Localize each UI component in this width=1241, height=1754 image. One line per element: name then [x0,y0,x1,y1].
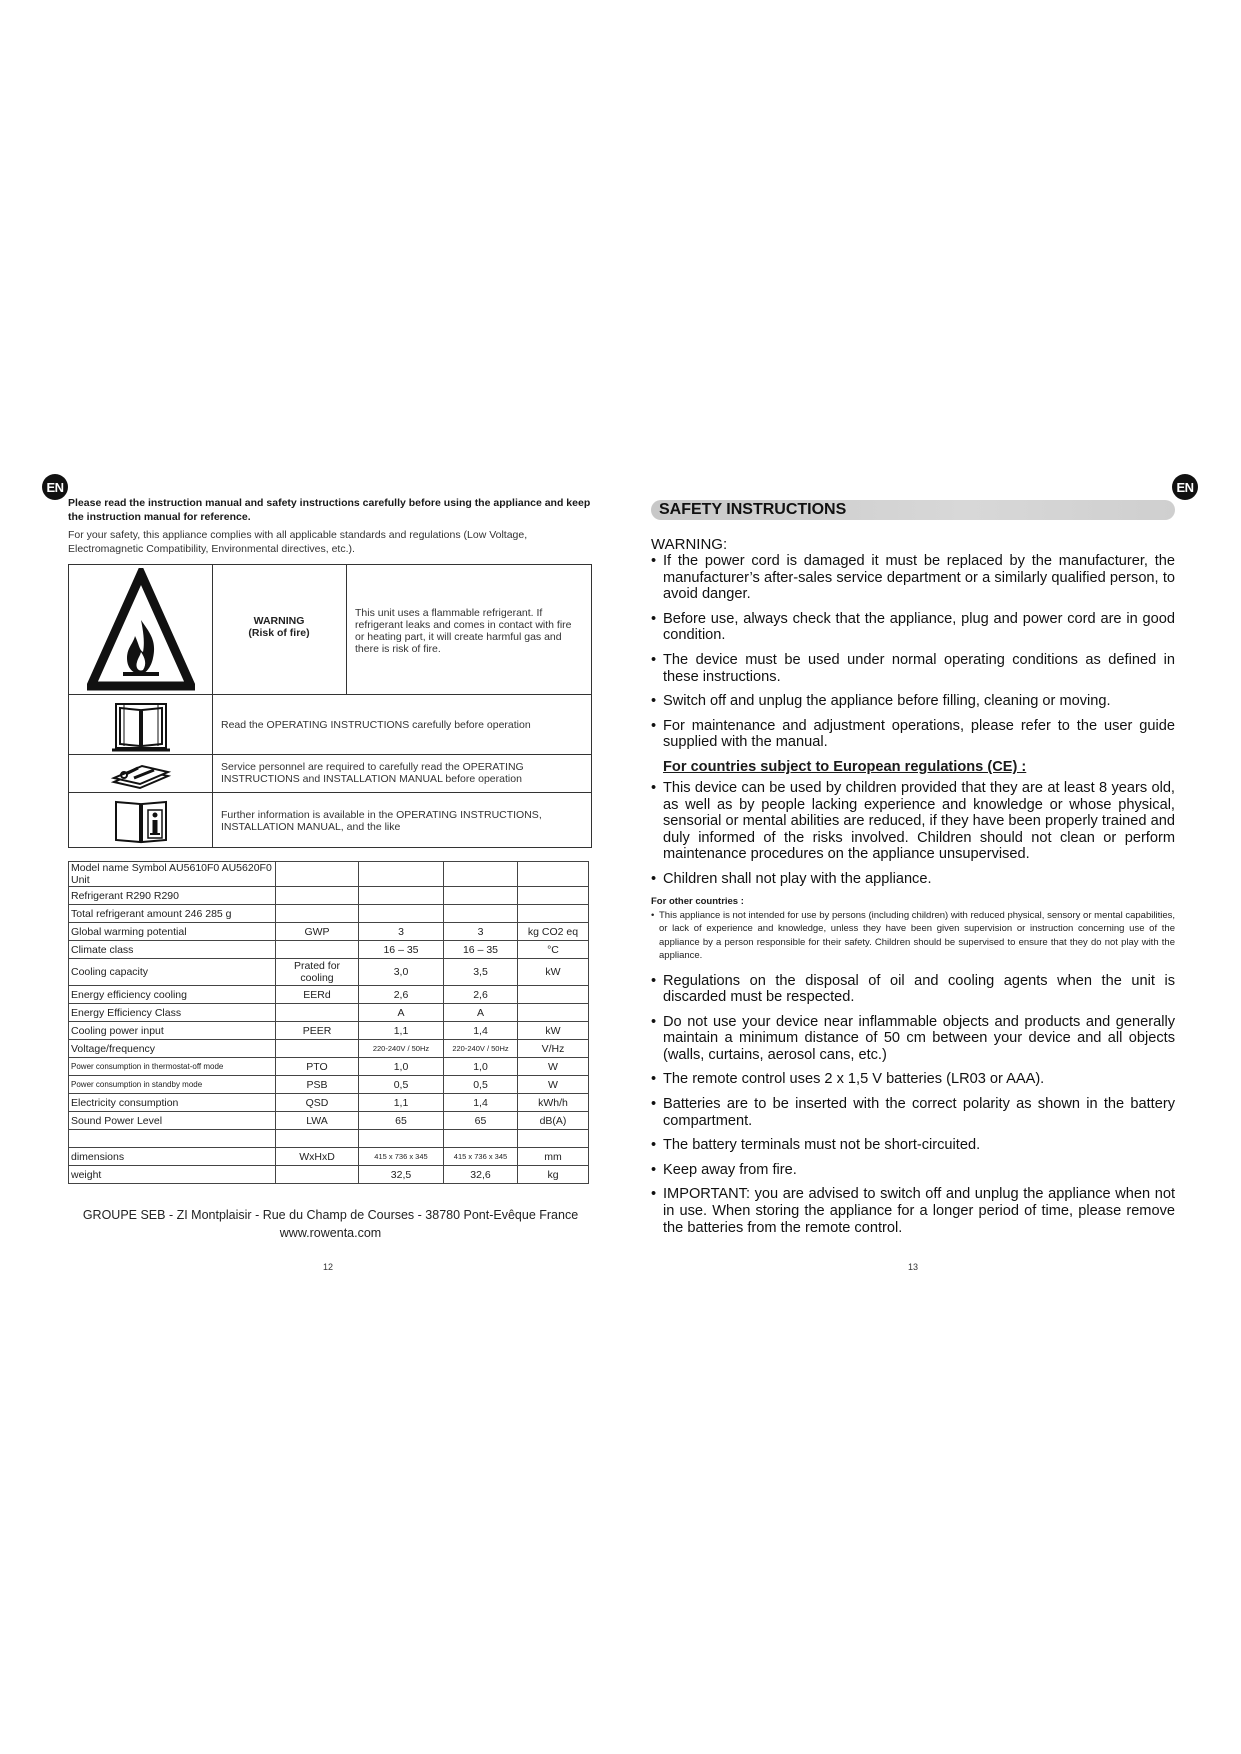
safety-bullet: • The device must be used under normal operating conditions as defined in these instructions. [651,652,1175,685]
safety-bullet: • IMPORTANT: you are advised to switch off and unplug the appliance when not in use. When storing the appliance for a longer period of time, please remove the batteries from the remote control. [651,1186,1175,1236]
safety-bullet: • Before use, always check that the appliance, plug and power cord are in good condition. [651,611,1175,644]
flammable-warning-icon [69,565,212,695]
spec-cell-sym: PSB [276,1076,359,1094]
spec-row [69,1130,589,1148]
spec-cell-v2: 3,5 [444,959,518,986]
spec-cell-v1: 1,1 [359,1022,444,1040]
spec-cell-v1 [359,862,444,887]
spec-cell-sym [276,1166,359,1184]
other-countries-heading: For other countries : [651,895,744,907]
language-badge-left: EN [42,474,68,500]
spec-cell-unit: kWh/h [518,1094,589,1112]
spec-cell-label: Model name Symbol AU5610F0 AU5620F0 Unit [69,862,276,887]
service-personnel-text: Service personnel are required to carefully read the OPERATING INSTRUCTIONS and INSTALLATION MANUAL before operation [221,761,524,785]
spec-cell-unit [518,1130,589,1148]
spec-row [69,923,589,941]
safety-bullet: • The battery terminals must not be short-circuited. [651,1137,1175,1154]
spec-cell-label: Global warming potential [69,923,276,941]
specifications-table [68,861,589,1184]
page-number-right: 13 [908,1262,919,1272]
spec-cell-label: Cooling capacity [69,959,276,986]
spec-cell-label: dimensions [69,1148,276,1166]
spec-cell-v1: 3 [359,923,444,941]
spec-cell-v2 [444,1130,518,1148]
safety-bullet: • If the power cord is damaged it must be replaced by the manufacturer, the manufacturer’s after-sales service department or a similarly qualified person, to avoid danger. [651,553,1175,603]
spec-cell-label: Energy efficiency cooling [69,986,276,1004]
spec-row [69,887,589,905]
spec-cell-unit [518,986,589,1004]
spec-cell-sym [276,862,359,887]
spec-row [69,1004,589,1022]
spec-row [69,1148,589,1166]
spec-cell-v1 [359,905,444,923]
spec-cell-sym: QSD [276,1094,359,1112]
safety-bullet: • Regulations on the disposal of oil and cooling agents when the unit is discarded must be respected. [651,973,1175,1006]
spec-cell-sym: PEER [276,1022,359,1040]
spec-cell-label: Cooling power input [69,1022,276,1040]
footer-website: www.rowenta.com [279,1226,382,1240]
spec-cell-v2: 65 [444,1112,518,1130]
spec-cell-v1: 415 x 736 x 345 [359,1148,444,1166]
operating-instructions-row [69,695,591,755]
spec-cell-label: Power consumption in standby mode [69,1076,276,1094]
spec-cell-sym [276,941,359,959]
spec-cell-sym: WxHxD [276,1148,359,1166]
manual-book-icon [69,695,212,755]
spec-cell-v1: 1,0 [359,1058,444,1076]
spec-cell-unit: kW [518,959,589,986]
spec-cell-unit [518,887,589,905]
spec-cell-unit [518,905,589,923]
spec-cell-sym [276,1040,359,1058]
service-personnel-row [69,755,591,793]
spec-row [69,905,589,923]
safety-list-additional [651,973,1175,1237]
warning-title: WARNING [253,615,305,627]
spec-cell-label: Energy Efficiency Class [69,1004,276,1022]
spec-cell-sym: GWP [276,923,359,941]
spec-row [69,959,589,986]
spec-cell-sym: Prated for cooling [276,959,359,986]
further-information-row [69,793,591,849]
spec-row [69,941,589,959]
section-heading: SAFETY INSTRUCTIONS [651,500,1175,520]
spec-cell-v1 [359,1130,444,1148]
spec-cell-v2: 32,6 [444,1166,518,1184]
operating-instructions-text: Read the OPERATING INSTRUCTIONS carefully before operation [221,719,531,731]
spec-row [69,1040,589,1058]
spec-row [69,1166,589,1184]
safety-list-general [651,553,1175,751]
safety-list-ce [651,780,1175,888]
information-manual-icon [69,793,212,849]
spec-cell-unit: dB(A) [518,1112,589,1130]
safety-bullet: • Keep away from fire. [651,1162,1175,1179]
spec-cell-v2 [444,862,518,887]
spec-cell-sym [276,1130,359,1148]
warning-label: WARNING: [651,536,728,553]
warning-subtitle: (Risk of fire) [248,627,310,639]
spec-cell-v2: 16 – 35 [444,941,518,959]
spec-cell-label: Power consumption in thermostat-off mode [69,1058,276,1076]
further-information-text: Further information is available in the OPERATING INSTRUCTIONS, INSTALLATION MANUAL, and the like [221,809,542,833]
spec-cell-label: weight [69,1166,276,1184]
safety-symbols-table [68,564,592,848]
spec-cell-unit: mm [518,1148,589,1166]
spec-cell-v1: 32,5 [359,1166,444,1184]
spec-cell-v1: 16 – 35 [359,941,444,959]
spec-cell-v2: 1,4 [444,1094,518,1112]
spec-cell-v2: 1,4 [444,1022,518,1040]
spec-cell-v2: 3 [444,923,518,941]
other-countries-text: • This appliance is not intended for use by persons (including children) with reduced physical, sensory or mental capabilities, or lack of experience and knowledge, unless they have been given supervision or instruction concerning use of the appliance by a person responsible for their safety. Children should be supervised to ensure that they do not play with the appliance. [651,909,1175,963]
spec-cell-unit: kW [518,1022,589,1040]
left-page-intro [68,496,593,556]
safety-bullet: • Children shall not play with the appliance. [651,871,1175,888]
intro-bold-text: Please read the instruction manual and safety instructions carefully before using the appliance and keep the instruction manual for reference. [68,497,591,523]
spec-cell-label: Electricity consumption [69,1094,276,1112]
service-manual-icon [69,755,212,793]
spec-cell-label: Voltage/frequency [69,1040,276,1058]
spec-cell-unit [518,1004,589,1022]
spec-cell-sym: LWA [276,1112,359,1130]
safety-bullet: • Do not use your device near inflammable objects and products and generally maintain a minimum distance of 50 cm between your device and all objects (walls, curtains, aerosol cans, etc.) [651,1014,1175,1064]
spec-cell-unit: °C [518,941,589,959]
spec-cell-unit: W [518,1058,589,1076]
spec-cell-unit: kg [518,1166,589,1184]
spec-cell-sym [276,887,359,905]
spec-row [69,986,589,1004]
spec-cell-label [69,1130,276,1148]
spec-cell-v2 [444,887,518,905]
language-badge-right: EN [1172,474,1198,500]
spec-cell-unit: W [518,1076,589,1094]
spec-cell-v1: 1,1 [359,1094,444,1112]
spec-cell-label: Refrigerant R290 R290 [69,887,276,905]
spec-row [69,1058,589,1076]
spec-cell-v2: 1,0 [444,1058,518,1076]
right-page-safety [651,500,1175,1244]
safety-bullet: • This device can be used by children provided that they are at least 8 years old, as well as by people lacking experience and knowledge or whose physical, sensorial or mental abilities are reduced, if they have been properly trained and duly informed of the risks involved. Children should not clean or perform maintenance procedures on the appliance unsupervised. [651,780,1175,863]
spec-cell-v1 [359,887,444,905]
spec-cell-v2: 415 x 736 x 345 [444,1148,518,1166]
page-number-left: 12 [323,1262,334,1272]
safety-bullet: • Batteries are to be inserted with the correct polarity as shown in the battery compartment. [651,1096,1175,1129]
spec-cell-unit: kg CO2 eq [518,923,589,941]
safety-bullet: • Switch off and unplug the appliance before filling, cleaning or moving. [651,693,1175,710]
spec-cell-v1: 3,0 [359,959,444,986]
spec-cell-v1: 2,6 [359,986,444,1004]
spec-cell-v2: 2,6 [444,986,518,1004]
spec-cell-v2: 0,5 [444,1076,518,1094]
spec-cell-v2: 220-240V / 50Hz [444,1040,518,1058]
spec-row [69,1076,589,1094]
spec-cell-v2 [444,905,518,923]
warning-label-cell [212,565,347,695]
spec-cell-v1: A [359,1004,444,1022]
spec-cell-v2: A [444,1004,518,1022]
footer-address: GROUPE SEB - ZI Montplaisir - Rue du Champ de Courses - 38780 Pont-Evêque France [82,1208,579,1222]
spec-cell-v1: 65 [359,1112,444,1130]
spec-cell-sym [276,905,359,923]
ce-countries-heading: For countries subject to European regulations (CE) : [663,758,1027,775]
spec-row [69,1022,589,1040]
spec-cell-unit [518,862,589,887]
spec-row [69,1112,589,1130]
spec-cell-label: Climate class [69,941,276,959]
spec-row [69,862,589,887]
safety-bullet: • For maintenance and adjustment operations, please refer to the user guide supplied with the manual. [651,718,1175,751]
fire-warning-row [69,565,591,695]
intro-text: For your safety, this appliance complies with all applicable standards and regulations (Low Voltage, Electromagnetic Compatibility, Environmental directives, etc.). [68,529,528,555]
spec-cell-v1: 220-240V / 50Hz [359,1040,444,1058]
spec-cell-sym [276,1004,359,1022]
spec-cell-v1: 0,5 [359,1076,444,1094]
spec-cell-unit: V/Hz [518,1040,589,1058]
spec-row [69,1094,589,1112]
spec-cell-label: Sound Power Level [69,1112,276,1130]
spec-cell-sym: EERd [276,986,359,1004]
warning-description: This unit uses a flammable refrigerant. If refrigerant leaks and comes in contact with fire or heating part, it will create harmful gas and there is risk of fire. [355,607,572,655]
spec-cell-sym: PTO [276,1058,359,1076]
spec-cell-label: Total refrigerant amount 246 285 g [69,905,276,923]
safety-bullet: • The remote control uses 2 x 1,5 V batteries (LR03 or AAA). [651,1071,1175,1088]
